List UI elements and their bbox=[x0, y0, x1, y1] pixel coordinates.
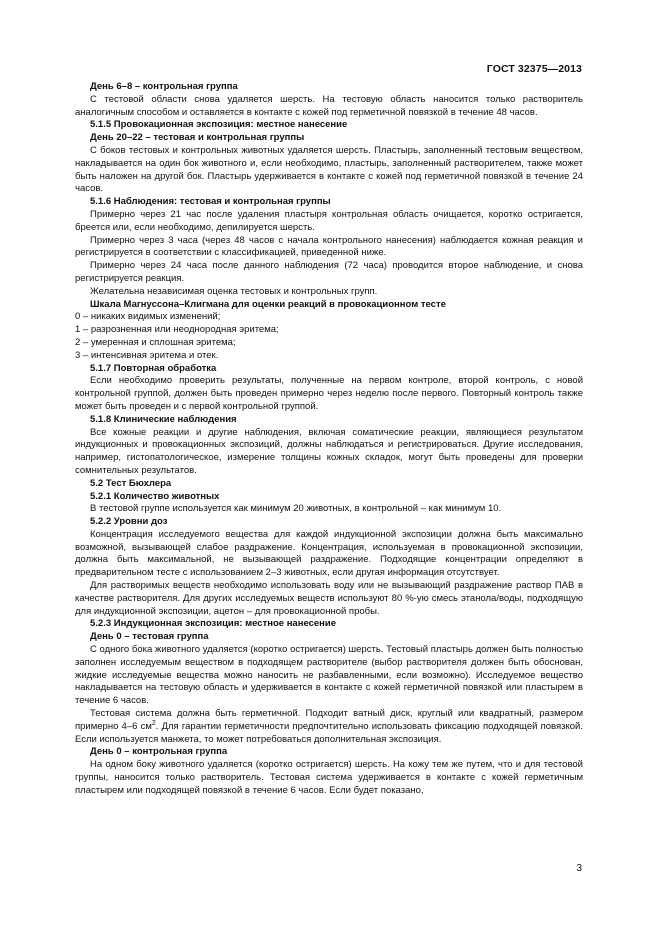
body-paragraph: Желательна независимая оценка тестовых и контрольных групп. bbox=[90, 285, 378, 297]
body-paragraph: С одного бока животного удаляется (коротко остригается) шерсть. Тестовый пластырь должен быть полностью заполнен исследуемым веществом в подходящем растворителе (выбор растворителя должен быть обоснован, жидкие исследуемые вещества можно наносить не разбавленными, если возможно). Исследуемое вещество накладывается на тестовую область и удерживается в контакте с кожей герметичной повязкой или пластырем в течение 6 часов. bbox=[75, 644, 583, 707]
section-heading: 5.2.1 Количество животных bbox=[90, 490, 220, 502]
page-number: 3 bbox=[576, 863, 582, 874]
body-paragraph: Если необходимо проверить результаты, полученные на первом контроле, второй контроль, с новой контрольной группой, должен быть проведен примерно через неделю после первого. Повторный контроль также может быть проведен и с первой контрольной группой. bbox=[75, 375, 583, 412]
section-heading: 5.2 Тест Бюхлера bbox=[90, 477, 172, 489]
body-paragraph: Примерно через 21 час после удаления пластыря контрольная область очищается, коротко остригается, бреется или, если необходимо, депилируется шерсть. bbox=[75, 208, 583, 233]
section-heading: День 20–22 – тестовая и контрольная группы bbox=[90, 132, 305, 144]
scale-list-item: 0 – никаких видимых изменений; bbox=[75, 311, 221, 323]
section-heading: Шкала Магнуссона–Клигмана для оценки реакций в провокационном тесте bbox=[90, 298, 446, 310]
body-paragraph: С тестовой области снова удаляется шерсть. На тестовую область наносится только растворитель аналогичным способом и оставляется в контакте с кожей под герметичной повязкой в течение 48 часов. bbox=[75, 93, 583, 118]
section-heading: День 0 – тестовая группа bbox=[90, 631, 209, 643]
scale-list-item: 2 – умеренная и сплошная эритема; bbox=[75, 336, 236, 348]
section-heading: 5.1.8 Клинические наблюдения bbox=[90, 413, 237, 425]
body-paragraph: Тестовая система должна быть герметичной. Подходит ватный диск, круглый или квадратный, размером примерно 4–6 $см^2$. Для гарантии герметичности предпочтительно использовать фиксацию подходящей повязкой. Если используется манжета, то может потребоваться дополнительная экспозиция. bbox=[75, 708, 583, 745]
section-heading: 5.1.6 Наблюдения: тестовая и контрольная группы bbox=[90, 196, 331, 208]
section-heading: День 0 – контрольная группа bbox=[90, 746, 228, 758]
section-heading: 5.2.3 Индукционная экспозиция: местное нанесение bbox=[90, 618, 337, 630]
body-paragraph: Концентрация исследуемого вещества для каждой индукционной экспозиции должна быть максимально возможной, вызывающей слабое раздражение. Концентрация, используемая в провокационной экспозиции, должна быть максимальной, не вызывающей раздражение. Подходящие концентрации определяют в предварительном тесте с использованием 2–3 животных, если другая информация отсутствует. bbox=[75, 528, 583, 579]
scale-list-item: 3 – интенсивная эритема и отек. bbox=[75, 349, 219, 361]
body-paragraph: На одном боку животного удаляется (коротко остригается) шерсть. На кожу тем же путем, что и для тестовой группы, наносится только растворитель. Тестовая система удерживается в контакте с кожей герметичным пластырем или подходящей повязкой в течение 6 часов. Если будет показано, bbox=[75, 759, 583, 796]
section-heading: 5.1.7 Повторная обработка bbox=[90, 362, 217, 374]
section-heading: 5.2.2 Уровни доз bbox=[90, 516, 168, 528]
page-body bbox=[75, 81, 583, 798]
body-paragraph: С боков тестовых и контрольных животных удаляется шерсть. Пластырь, заполненный тестовым веществом, накладывается на один бок животного и, если необходимо, пластырь, заполненный растворителем, также может быть наложен на другой бок. Пластырь удерживается в контакте с кожей под герметичной повязкой в течение 24 часов. bbox=[75, 144, 583, 195]
superscript: 2 bbox=[151, 719, 156, 727]
scale-list-item: 1 – разрозненная или неоднородная эритема; bbox=[75, 324, 279, 336]
body-paragraph: Для растворимых веществ необходимо использовать воду или не вызывающий раздражение раствор ПАВ в качестве растворителя. Для других исследуемых веществ используют 80 %-ую смесь этанола/воды, подходящую для индукционной экспозиции, ацетон – для провокационной пробы. bbox=[75, 580, 583, 617]
body-paragraph: Примерно через 3 часа (через 48 часов с начала контрольного нанесения) наблюдается кожная реакция и регистрируется в соответствии с классификацией, приведенной ниже. bbox=[75, 234, 583, 259]
document-header: ГОСТ 32375—2013 bbox=[486, 63, 582, 75]
body-paragraph: Все кожные реакции и другие наблюдения, включая соматические реакции, являющиеся результатом индукционных и провокационных экспозиций, должны наблюдаться и регистрироваться. Другие исследования, например, гистопатологическое, измерение толщины кожных складок, могут быть проведены для проверки сомнительных результатов. bbox=[75, 426, 583, 476]
body-paragraph: Примерно через 24 часа после данного наблюдения (72 часа) проводится второе наблюдение, и снова регистрируется реакция. bbox=[75, 260, 583, 284]
section-heading: День 6–8 – контрольная группа bbox=[90, 81, 238, 92]
body-paragraph: В тестовой группе используется как минимум 20 животных, в контрольной – как минимум 10. bbox=[90, 503, 502, 515]
section-heading: 5.1.5 Провокационная экспозиция: местное нанесение bbox=[90, 119, 348, 131]
